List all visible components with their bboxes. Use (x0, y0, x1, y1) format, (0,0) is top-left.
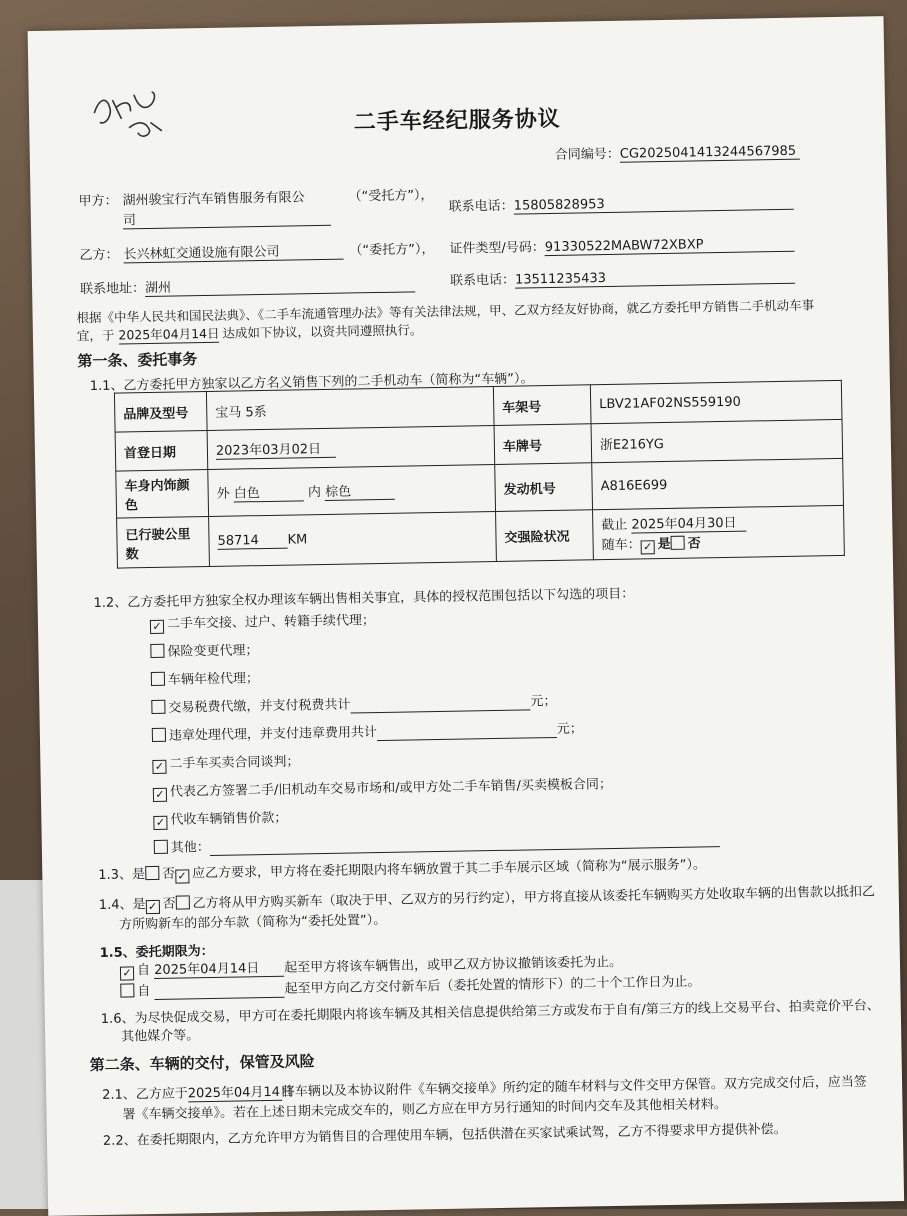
party-a-role: （“受托方”）， (348, 188, 434, 205)
clause-1-3: 1.3、是 否 ✓ 应乙方要求，甲方将在委托期限内将车辆放置于其二手车展示区域（简称为“展示服务”）。 (98, 857, 707, 883)
term-2-date (154, 982, 284, 1000)
insurance-date: 2025年04月30日 (631, 512, 746, 534)
option-item (152, 750, 299, 774)
yuan-label: 元； (556, 721, 584, 737)
clause-1-4-yes-checkbox[interactable]: ✓ (145, 900, 159, 914)
reg-date-label: 首登日期 (115, 431, 208, 472)
option-checkbox[interactable] (151, 672, 165, 686)
vin-label: 车架号 (493, 385, 591, 426)
clause-2-2: 2.2、在委托期限内，乙方允许甲方为销售目的合理使用车辆，包括供潜在买家试乘试驾，乙方不得要求甲方提供补偿。 (102, 1121, 787, 1149)
intro-date: 2025年04月14日 (118, 325, 220, 343)
reg-date-cell (207, 425, 495, 469)
term-2-checkbox[interactable] (120, 983, 134, 997)
clause-1-1: 1.1、乙方委托甲方独家以乙方名义销售下列的二手机动车（简称为“车辆”）。 (89, 371, 534, 395)
option-checkbox[interactable]: ✓ (153, 816, 167, 830)
option-label: 其他： (170, 840, 211, 856)
party-b-role: （“委托方”）， (349, 242, 435, 259)
brand-value: 宝马 5系 (206, 386, 494, 430)
option-item (150, 609, 375, 634)
delivery-date: 2025年04月14日 (188, 1081, 282, 1103)
party-a-phone-row (449, 190, 794, 216)
party-b-id: 91330522MABW72XBXP (545, 236, 795, 256)
party-a-phone: 15805828953 (514, 194, 794, 215)
intro-line-1: 根据《中华人民共和国民法典》、《二手车流通管理办法》等有关法律法规，甲、乙双方经友好协商，就乙方委托甲方销售二手机动车事 (76, 297, 815, 326)
option-checkbox[interactable]: ✓ (150, 620, 164, 634)
contract-number-label: 合同编号： (554, 146, 620, 163)
clause-1-3-yes-checkbox[interactable] (145, 866, 159, 880)
term-1-checkbox[interactable]: ✓ (120, 966, 134, 980)
option-checkbox[interactable]: ✓ (152, 760, 166, 774)
option-checkbox[interactable]: ✓ (153, 788, 167, 802)
contract-number: CG2025041413244567985 (620, 144, 800, 163)
party-b-addr-label: 联系地址： (79, 281, 146, 298)
party-b-id-row (449, 232, 795, 258)
term-option-1: ✓ 自 2025年04月14日 起至甲方将该车辆售出，或甲乙双方协议撤销该委托为止。 (120, 951, 622, 981)
option-label: 代收车辆销售价款； (170, 810, 288, 828)
plate-value: 浙E216YG (591, 419, 843, 462)
option-blank-line[interactable] (350, 694, 530, 713)
party-b-name-row (123, 240, 343, 264)
brand-label: 品牌及型号 (114, 392, 207, 433)
term-1-date: 2025年04月14日 (154, 957, 284, 979)
option-checkbox[interactable] (154, 840, 168, 854)
option-item (151, 667, 259, 688)
engine-value: A816E699 (592, 458, 844, 509)
option-label: 保险变更代理； (167, 643, 259, 660)
party-a-name-line2: 司 (123, 206, 331, 230)
party-b-addr-row (80, 272, 415, 298)
document-title: 二手车经纪服务协议 (353, 106, 561, 136)
clause-1-2: 1.2、乙方委托甲方独家全权办理该车辆出售相关事宜，具体的授权范围包括以下勾选的项目： (93, 586, 635, 612)
option-label: 交易税费代缴，并支付税费共计 (168, 697, 351, 716)
clause-1-3-no-checkbox[interactable]: ✓ (175, 869, 189, 883)
yuan-label: 元； (530, 693, 557, 710)
mileage-cell: 58714 KM (209, 511, 497, 566)
clause-1-4: 1.4、是 ✓ 否 乙方将从甲方购买新车（取决于甲、乙双方的另行约定），甲方将直接从该委托车辆购买方处收取车辆的出售款以抵扣乙 (98, 884, 876, 914)
party-a-name: 湖州骏宝行汽车销售服务有限公 (122, 190, 305, 209)
option-item (152, 717, 583, 745)
party-b-label: 乙方： (79, 247, 119, 264)
section-1-heading: 第一条、委托事务 (77, 350, 198, 371)
contract-page (28, 16, 905, 1216)
section-2-heading: 第二条、车辆的交付，保管及风险 (89, 1052, 315, 1075)
engine-label: 发动机号 (495, 463, 593, 512)
option-checkbox[interactable] (150, 644, 164, 658)
intro-line-2: 宜，于 2025年04月14日 达成如下协议，以资共同遵照执行。 (76, 322, 423, 344)
option-label: 代表乙方签署二手/旧机动车交易市场和/或甲方处二手车销售/买卖模板合同； (169, 776, 613, 800)
option-blank-line[interactable] (377, 722, 557, 741)
party-b-phone-row (450, 264, 795, 290)
option-label: 车辆年检代理； (167, 671, 260, 688)
option-checkbox[interactable] (152, 728, 166, 742)
party-b-addr: 湖州 (145, 272, 415, 297)
option-label: 违章处理代理，并支付违章费用共计 (168, 725, 378, 744)
option-item (151, 690, 556, 717)
mileage-label: 已行驶公里数 (117, 516, 210, 568)
option-label: 二手车买卖合同谈判； (169, 754, 300, 772)
insurance-label: 交强险状况 (496, 510, 594, 562)
vehicle-table (114, 380, 845, 569)
clause-1-6: 1.6、为尽快促成交易，甲方可在委托期限内将该车辆及其相关信息提供给第三方或发布于自有/第三方的线上交易平台、拍卖竞价平台、 (100, 998, 880, 1027)
party-a-label: 甲方： (78, 193, 118, 210)
party-b-id-label: 证件类型/号码： (449, 240, 545, 257)
plate-label: 车牌号 (494, 424, 592, 465)
clause-2-1: 2.1、乙方应于2025年04月14日将车辆以及本协议附件《车辆交接单》所约定的随车材料与文件交甲方保管。双方完成交付后，应当签 (102, 1074, 867, 1103)
color-label: 车身内饰颜色 (116, 469, 209, 518)
party-b-phone: 13511235433 (515, 268, 795, 289)
option-item (153, 773, 612, 802)
no-checkbox[interactable] (671, 536, 685, 550)
party-b-name: 长兴林虹交通设施有限公司 (123, 240, 343, 264)
clause-1-4-no-checkbox[interactable] (175, 895, 189, 909)
party-a-phone-label: 联系电话： (448, 198, 514, 215)
option-label: 二手车交接、过户、转籍手续代理； (166, 613, 376, 632)
option-item (150, 639, 258, 660)
reg-date-value: 2023年03月02日 (216, 438, 336, 460)
contract-number-row (555, 140, 800, 164)
clause-1-4-line2: 方所购新车的部分车款（简称为“委托处置”）。 (119, 912, 387, 933)
option-item (154, 827, 720, 857)
mileage-value: 58714 (217, 532, 287, 549)
party-b-phone-label: 联系电话： (449, 272, 516, 289)
option-blank-line[interactable] (210, 831, 720, 856)
clause-1-6-line2: 其他媒介等。 (121, 1028, 200, 1045)
yes-checkbox[interactable]: ✓ (641, 540, 655, 554)
color-cell: 外 白色 内 棕色 (208, 464, 496, 516)
exterior-color: 白色 (234, 481, 304, 502)
interior-color: 棕色 (325, 480, 395, 501)
option-item (153, 807, 287, 830)
term-option-2: 自 起至甲方向乙方交付新车后（委托处置的情形下）的二十个工作日为止。 (120, 970, 700, 1000)
clause-2-1-line2: 署《车辆交接单》。若在上述日期未完成交车的，则乙方应在甲方另行通知的时间内交车及其他相关材料。 (122, 1097, 728, 1123)
vin-value: LBV21AF02NS559190 (590, 380, 842, 423)
clause-1-5: 1.5、委托期限为： (99, 943, 214, 961)
insurance-cell: 截止 2025年04月30日 随车： ✓ 是 否 (593, 505, 845, 559)
option-checkbox[interactable] (151, 700, 165, 714)
